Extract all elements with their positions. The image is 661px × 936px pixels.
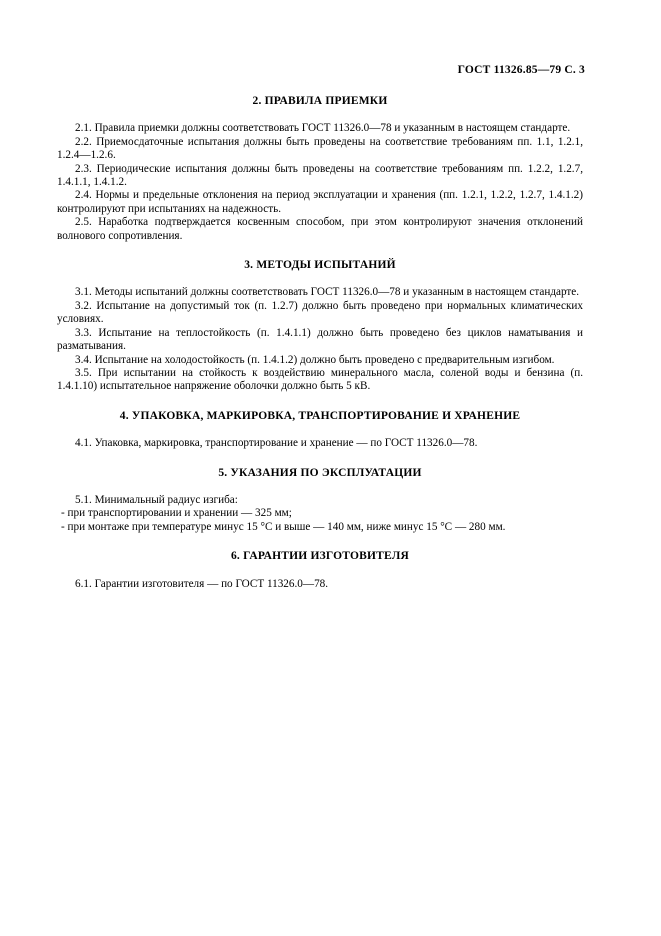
page-header: ГОСТ 11326.85—79 С. 3 (457, 64, 585, 76)
section-title: 6. ГАРАНТИИ ИЗГОТОВИТЕЛЯ (230, 550, 410, 563)
paragraph: 3.3. Испытание на теплостойкость (п. 1.4.1.1) должно быть проведено без циклов наматывания и разматывания. (57, 326, 583, 353)
paragraph: 3.5. При испытании на стойкость к воздействию минерального масла, соленой воды и бензина (п. 1.4.1.10) испытательное напряжение оболочки должно быть 5 кВ. (57, 366, 583, 393)
paragraph: 4.1. Упаковка, маркировка, транспортирование и хранение — по ГОСТ 11326.0—78. (75, 437, 478, 450)
paragraph: 2.3. Периодические испытания должны быть проведены на соответствие требованиям пп. 1.2.2, 1.2.7, 1.4.1.1, 1.4.1.2. (57, 162, 583, 189)
section-title: 5. УКАЗАНИЯ ПО ЭКСПЛУАТАЦИИ (218, 466, 422, 479)
section-title: 2. ПРАВИЛА ПРИЕМКИ (252, 95, 388, 107)
section-title: 3. МЕТОДЫ ИСПЫТАНИЙ (244, 259, 396, 272)
paragraph: 2.5. Наработка подтверждается косвенным способом, при этом контролируют значения отклонений волнового сопротивления. (57, 216, 583, 242)
paragraph: 2.2. Приемосдаточные испытания должны быть проведены на соответствие требованиям пп. 1.1, 1.2.1, 1.2.4—1.2.6. (57, 135, 583, 162)
paragraph: 6.1. Гарантии изготовителя — по ГОСТ 11326.0—78. (75, 577, 329, 590)
document-body (57, 95, 583, 591)
paragraph: 3.1. Методы испытаний должны соответствовать ГОСТ 11326.0—78 и указанным в настоящем стандарте. (75, 286, 580, 299)
list-item: - при монтаже при температуре минус 15 °С и выше — 140 мм, ниже минус 15 °С — 280 мм. (61, 520, 506, 533)
paragraph: 2.1. Правила приемки должны соответствовать ГОСТ 11326.0—78 и указанным в настоящем стандарте. (75, 122, 571, 135)
list-item: - при транспортировании и хранении — 325 мм; (61, 507, 292, 520)
section-title: 4. УПАКОВКА, МАРКИРОВКА, ТРАНСПОРТИРОВАНИЕ И ХРАНЕНИЕ (119, 409, 521, 422)
paragraph: 3.4. Испытание на холодостойкость (п. 1.4.1.2) должно быть проведено с предварительным изгибом. (75, 353, 555, 366)
paragraph: 5.1. Минимальный радиус изгиба: (75, 493, 238, 506)
paragraph: 3.2. Испытание на допустимый ток (п. 1.2.7) должно быть проведено при нормальных климатических условиях. (57, 299, 583, 326)
paragraph: 2.4. Нормы и предельные отклонения на период эксплуатации и хранения (пп. 1.2.1, 1.2.2, 1.2.7, 1.4.1.2) контролируют при испытаниях на надежность. (57, 189, 583, 215)
